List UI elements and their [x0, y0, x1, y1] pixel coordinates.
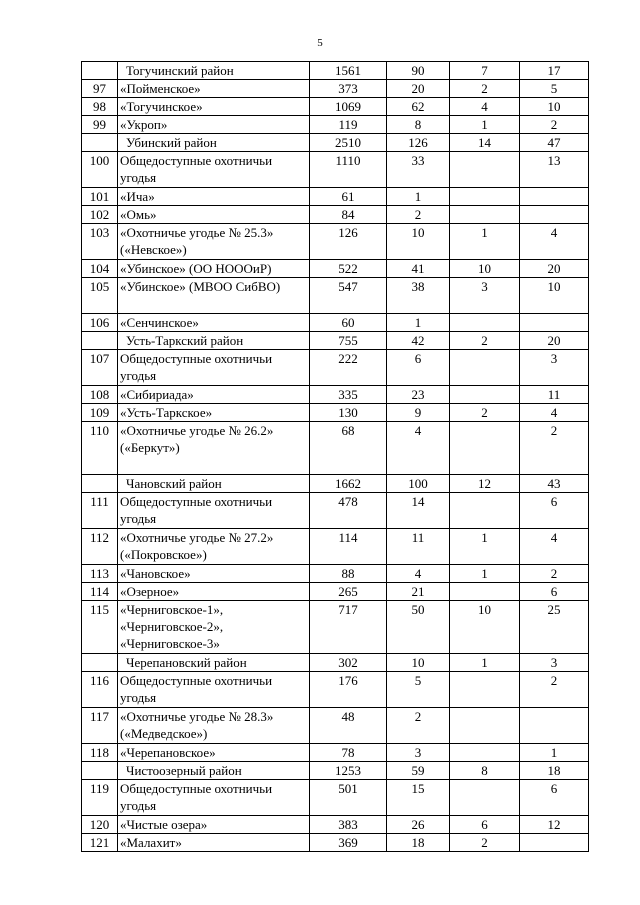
value-col-1: 478 [310, 493, 387, 529]
row-number [82, 475, 118, 493]
value-col-3: 2 [450, 332, 520, 350]
table-row [82, 565, 589, 583]
ground-name: Тогучинский район [118, 62, 310, 80]
value-col-4: 18 [520, 762, 589, 780]
value-col-1: 383 [310, 816, 387, 834]
value-col-4: 10 [520, 278, 589, 314]
row-number: 112 [82, 529, 118, 565]
district-row [82, 62, 589, 80]
value-col-2: 14 [387, 493, 450, 529]
ground-name: «Черниговское-1», «Черниговское-2», «Черниговское-3» [118, 601, 310, 654]
value-col-3: 1 [450, 116, 520, 134]
value-col-2: 21 [387, 583, 450, 601]
value-col-1: 2510 [310, 134, 387, 152]
ground-name: «Охотничье угодье № 28.3» («Медведское») [118, 708, 310, 744]
value-col-2: 18 [387, 834, 450, 852]
value-col-3 [450, 744, 520, 762]
value-col-4: 3 [520, 654, 589, 672]
value-col-1: 1110 [310, 152, 387, 188]
value-col-3 [450, 708, 520, 744]
value-col-4: 2 [520, 565, 589, 583]
value-col-3 [450, 672, 520, 708]
value-col-2: 50 [387, 601, 450, 654]
value-col-3: 7 [450, 62, 520, 80]
value-col-4: 25 [520, 601, 589, 654]
value-col-1: 335 [310, 386, 387, 404]
table-row [82, 80, 589, 98]
value-col-4: 13 [520, 152, 589, 188]
value-col-4: 2 [520, 672, 589, 708]
value-col-1: 68 [310, 422, 387, 475]
row-number: 98 [82, 98, 118, 116]
ground-name: «Пойменское» [118, 80, 310, 98]
value-col-3: 2 [450, 834, 520, 852]
value-col-4: 4 [520, 404, 589, 422]
value-col-4: 1 [520, 744, 589, 762]
value-col-4 [520, 834, 589, 852]
ground-name: «Охотничье угодье № 27.2» («Покровское») [118, 529, 310, 565]
row-number: 105 [82, 278, 118, 314]
value-col-3: 1 [450, 565, 520, 583]
value-col-1: 373 [310, 80, 387, 98]
table-row [82, 206, 589, 224]
value-col-4: 20 [520, 260, 589, 278]
value-col-4: 12 [520, 816, 589, 834]
table-row [82, 314, 589, 332]
value-col-1: 717 [310, 601, 387, 654]
value-col-2: 1 [387, 188, 450, 206]
value-col-1: 84 [310, 206, 387, 224]
value-col-3: 2 [450, 404, 520, 422]
table-row [82, 708, 589, 744]
row-number: 121 [82, 834, 118, 852]
ground-name: Общедоступные охотничьи угодья [118, 672, 310, 708]
value-col-1: 130 [310, 404, 387, 422]
value-col-1: 755 [310, 332, 387, 350]
value-col-3: 1 [450, 529, 520, 565]
value-col-3: 1 [450, 654, 520, 672]
ground-name: «Сибириада» [118, 386, 310, 404]
value-col-4: 17 [520, 62, 589, 80]
table-row [82, 493, 589, 529]
value-col-3: 3 [450, 278, 520, 314]
ground-name: «Ича» [118, 188, 310, 206]
value-col-2: 41 [387, 260, 450, 278]
ground-name: Убинский район [118, 134, 310, 152]
table-row [82, 834, 589, 852]
district-row [82, 654, 589, 672]
table-row [82, 816, 589, 834]
value-col-2: 42 [387, 332, 450, 350]
table-row [82, 601, 589, 654]
table-row [82, 278, 589, 314]
ground-name: Чановский район [118, 475, 310, 493]
value-col-2: 20 [387, 80, 450, 98]
value-col-2: 11 [387, 529, 450, 565]
table-row [82, 780, 589, 816]
row-number: 110 [82, 422, 118, 475]
value-col-3 [450, 188, 520, 206]
value-col-1: 176 [310, 672, 387, 708]
value-col-1: 369 [310, 834, 387, 852]
value-col-2: 10 [387, 654, 450, 672]
value-col-2: 2 [387, 708, 450, 744]
value-col-3 [450, 386, 520, 404]
table-row [82, 386, 589, 404]
value-col-2: 33 [387, 152, 450, 188]
value-col-3: 8 [450, 762, 520, 780]
row-number [82, 62, 118, 80]
table-row [82, 583, 589, 601]
row-number: 103 [82, 224, 118, 260]
value-col-1: 501 [310, 780, 387, 816]
value-col-4: 4 [520, 529, 589, 565]
value-col-3 [450, 350, 520, 386]
district-row [82, 134, 589, 152]
table-row [82, 404, 589, 422]
ground-name: «Усть-Таркское» [118, 404, 310, 422]
row-number: 114 [82, 583, 118, 601]
ground-name: «Сенчинское» [118, 314, 310, 332]
ground-name: «Омь» [118, 206, 310, 224]
value-col-4: 11 [520, 386, 589, 404]
value-col-2: 3 [387, 744, 450, 762]
value-col-2: 1 [387, 314, 450, 332]
table-row [82, 98, 589, 116]
row-number [82, 654, 118, 672]
value-col-2: 6 [387, 350, 450, 386]
value-col-2: 8 [387, 116, 450, 134]
ground-name: «Охотничье угодье № 25.3» («Невское») [118, 224, 310, 260]
row-number: 111 [82, 493, 118, 529]
row-number: 109 [82, 404, 118, 422]
value-col-1: 60 [310, 314, 387, 332]
value-col-2: 23 [387, 386, 450, 404]
value-col-1: 88 [310, 565, 387, 583]
table-row [82, 152, 589, 188]
value-col-4: 3 [520, 350, 589, 386]
value-col-4: 47 [520, 134, 589, 152]
value-col-3 [450, 152, 520, 188]
value-col-2: 15 [387, 780, 450, 816]
ground-name: Усть-Таркский район [118, 332, 310, 350]
value-col-2: 5 [387, 672, 450, 708]
value-col-4: 4 [520, 224, 589, 260]
value-col-2: 4 [387, 422, 450, 475]
value-col-3 [450, 314, 520, 332]
value-col-2: 62 [387, 98, 450, 116]
value-col-2: 90 [387, 62, 450, 80]
table-row [82, 744, 589, 762]
value-col-2: 2 [387, 206, 450, 224]
value-col-1: 1561 [310, 62, 387, 80]
value-col-3: 1 [450, 224, 520, 260]
value-col-1: 119 [310, 116, 387, 134]
row-number: 97 [82, 80, 118, 98]
value-col-4 [520, 206, 589, 224]
table-row [82, 188, 589, 206]
row-number: 104 [82, 260, 118, 278]
value-col-2: 10 [387, 224, 450, 260]
district-row [82, 762, 589, 780]
row-number: 102 [82, 206, 118, 224]
row-number: 107 [82, 350, 118, 386]
value-col-3: 2 [450, 80, 520, 98]
value-col-3 [450, 493, 520, 529]
row-number: 116 [82, 672, 118, 708]
table-row [82, 350, 589, 386]
value-col-3 [450, 206, 520, 224]
value-col-1: 1069 [310, 98, 387, 116]
value-col-2: 100 [387, 475, 450, 493]
value-col-3: 10 [450, 601, 520, 654]
value-col-2: 9 [387, 404, 450, 422]
ground-name: Чистоозерный район [118, 762, 310, 780]
value-col-4: 6 [520, 780, 589, 816]
value-col-1: 302 [310, 654, 387, 672]
ground-name: «Озерное» [118, 583, 310, 601]
value-col-2: 4 [387, 565, 450, 583]
value-col-3: 14 [450, 134, 520, 152]
district-row [82, 332, 589, 350]
value-col-3: 4 [450, 98, 520, 116]
ground-name: «Укроп» [118, 116, 310, 134]
value-col-4 [520, 314, 589, 332]
table-row [82, 224, 589, 260]
ground-name: Общедоступные охотничьи угодья [118, 152, 310, 188]
value-col-1: 222 [310, 350, 387, 386]
ground-name: «Охотничье угодье № 26.2» («Беркут») [118, 422, 310, 475]
value-col-4: 2 [520, 422, 589, 475]
value-col-4: 20 [520, 332, 589, 350]
value-col-2: 38 [387, 278, 450, 314]
ground-name: «Чановское» [118, 565, 310, 583]
table-row [82, 422, 589, 475]
value-col-1: 61 [310, 188, 387, 206]
row-number: 100 [82, 152, 118, 188]
table-row [82, 529, 589, 565]
row-number: 119 [82, 780, 118, 816]
row-number: 106 [82, 314, 118, 332]
value-col-3 [450, 780, 520, 816]
value-col-3: 12 [450, 475, 520, 493]
row-number: 108 [82, 386, 118, 404]
value-col-3 [450, 422, 520, 475]
district-row [82, 475, 589, 493]
ground-name: Общедоступные охотничьи угодья [118, 780, 310, 816]
value-col-4: 2 [520, 116, 589, 134]
table-row [82, 672, 589, 708]
row-number: 118 [82, 744, 118, 762]
ground-name: Черепановский район [118, 654, 310, 672]
value-col-1: 48 [310, 708, 387, 744]
value-col-2: 59 [387, 762, 450, 780]
value-col-3 [450, 583, 520, 601]
value-col-1: 547 [310, 278, 387, 314]
row-number: 113 [82, 565, 118, 583]
value-col-3: 10 [450, 260, 520, 278]
value-col-1: 1662 [310, 475, 387, 493]
ground-name: «Малахит» [118, 834, 310, 852]
row-number: 120 [82, 816, 118, 834]
value-col-2: 126 [387, 134, 450, 152]
row-number: 101 [82, 188, 118, 206]
value-col-1: 522 [310, 260, 387, 278]
row-number [82, 134, 118, 152]
row-number: 117 [82, 708, 118, 744]
page-number: 5 [317, 37, 323, 49]
value-col-4: 6 [520, 583, 589, 601]
table-row [82, 116, 589, 134]
table-row [82, 260, 589, 278]
ground-name: «Черепановское» [118, 744, 310, 762]
ground-name: Общедоступные охотничьи угодья [118, 350, 310, 386]
value-col-1: 114 [310, 529, 387, 565]
value-col-3: 6 [450, 816, 520, 834]
value-col-4: 10 [520, 98, 589, 116]
value-col-4: 5 [520, 80, 589, 98]
ground-name: «Чистые озера» [118, 816, 310, 834]
hunting-grounds-table [81, 61, 589, 852]
value-col-4 [520, 188, 589, 206]
value-col-4 [520, 708, 589, 744]
ground-name: «Тогучинское» [118, 98, 310, 116]
value-col-1: 78 [310, 744, 387, 762]
value-col-1: 1253 [310, 762, 387, 780]
row-number: 115 [82, 601, 118, 654]
row-number: 99 [82, 116, 118, 134]
ground-name: Общедоступные охотничьи угодья [118, 493, 310, 529]
value-col-1: 126 [310, 224, 387, 260]
row-number [82, 762, 118, 780]
value-col-4: 6 [520, 493, 589, 529]
row-number [82, 332, 118, 350]
value-col-2: 26 [387, 816, 450, 834]
ground-name: «Убинское» (МВОО СибВО) [118, 278, 310, 314]
value-col-4: 43 [520, 475, 589, 493]
value-col-1: 265 [310, 583, 387, 601]
ground-name: «Убинское» (ОО НОООиР) [118, 260, 310, 278]
